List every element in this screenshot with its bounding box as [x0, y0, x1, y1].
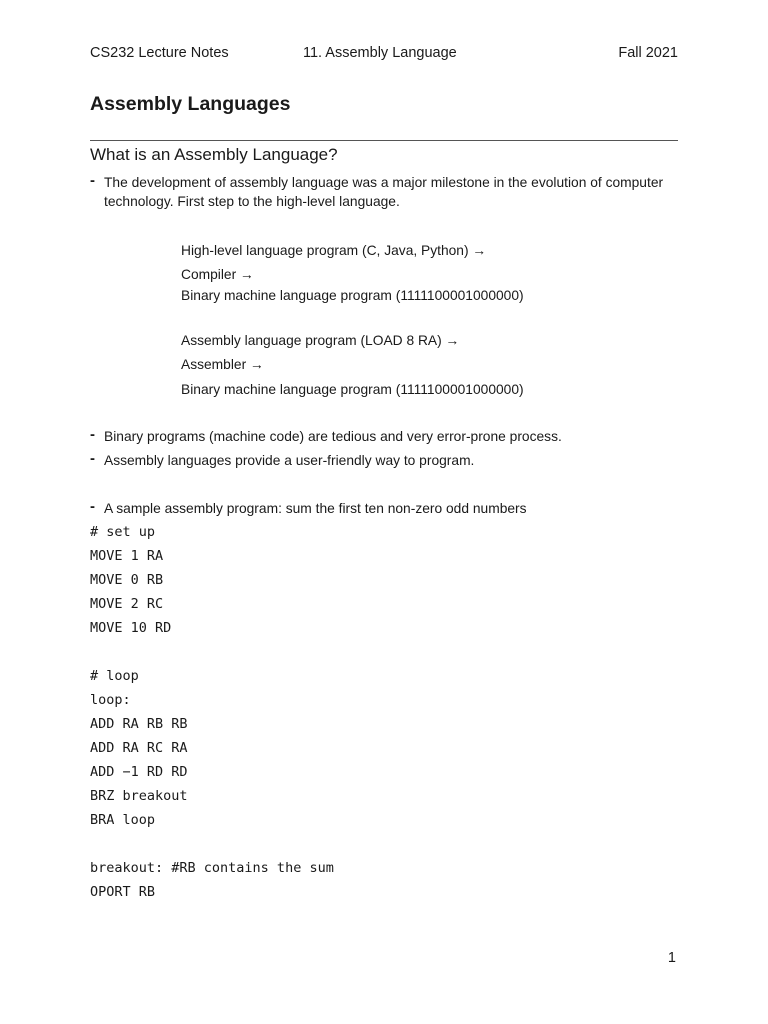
- code-line: breakout: #RB contains the sum: [90, 860, 334, 876]
- code-line: # set up: [90, 524, 156, 540]
- horizontal-rule: [90, 140, 678, 141]
- flow-binary-step: Binary machine language program (1111100001000000): [181, 288, 524, 303]
- sample-program-text: A sample assembly program: sum the first ten non-zero odd numbers: [104, 501, 527, 516]
- code-line: MOVE 1 RA: [90, 548, 164, 564]
- bullet-marker: -: [90, 498, 95, 515]
- header-topic: 11. Assembly Language: [303, 45, 457, 61]
- binary-programs-bullet: [90, 427, 680, 446]
- code-line: ADD −1 RD RD: [90, 764, 188, 780]
- code-line: # loop: [90, 668, 139, 684]
- header-term: Fall 2021: [618, 45, 678, 61]
- intro-bullet-text: The development of assembly language was a major milestone in the evolution of computer technology. First step to the high-level language.: [104, 175, 664, 209]
- flow-compiler-step: Compiler →: [181, 267, 254, 282]
- flow-binary-step: Binary machine language program (1111100001000000): [181, 382, 524, 397]
- flow-high-level-step: High-level language program (C, Java, Python) →: [181, 243, 487, 258]
- code-line: loop:: [90, 692, 131, 708]
- code-line: ADD RA RB RB: [90, 716, 188, 732]
- flow-assembler-step: Assembler →: [181, 357, 264, 372]
- bullet-marker: -: [90, 172, 95, 189]
- flow-assembly-step: Assembly language program (LOAD 8 RA) →: [181, 333, 460, 348]
- bullet-marker: -: [90, 450, 95, 467]
- code-line: OPORT RB: [90, 884, 156, 900]
- code-line: BRA loop: [90, 812, 156, 828]
- intro-bullet: [90, 173, 680, 211]
- header-course: CS232 Lecture Notes: [90, 45, 229, 61]
- code-line: MOVE 0 RB: [90, 572, 164, 588]
- page-title: Assembly Languages: [90, 93, 291, 115]
- code-line: MOVE 2 RC: [90, 596, 164, 612]
- page-number: 1: [667, 950, 676, 966]
- section-heading: What is an Assembly Language?: [90, 145, 338, 164]
- assembly-languages-bullet: [90, 451, 680, 470]
- bullet-marker: -: [90, 426, 95, 443]
- code-line: BRZ breakout: [90, 788, 188, 804]
- page-header: [90, 45, 678, 65]
- assembly-languages-text: Assembly languages provide a user-friendly way to program.: [104, 453, 475, 468]
- binary-programs-text: Binary programs (machine code) are tedious and very error-prone process.: [104, 429, 562, 444]
- code-line: ADD RA RC RA: [90, 740, 188, 756]
- code-line: MOVE 10 RD: [90, 620, 172, 636]
- sample-program-bullet: [90, 499, 680, 518]
